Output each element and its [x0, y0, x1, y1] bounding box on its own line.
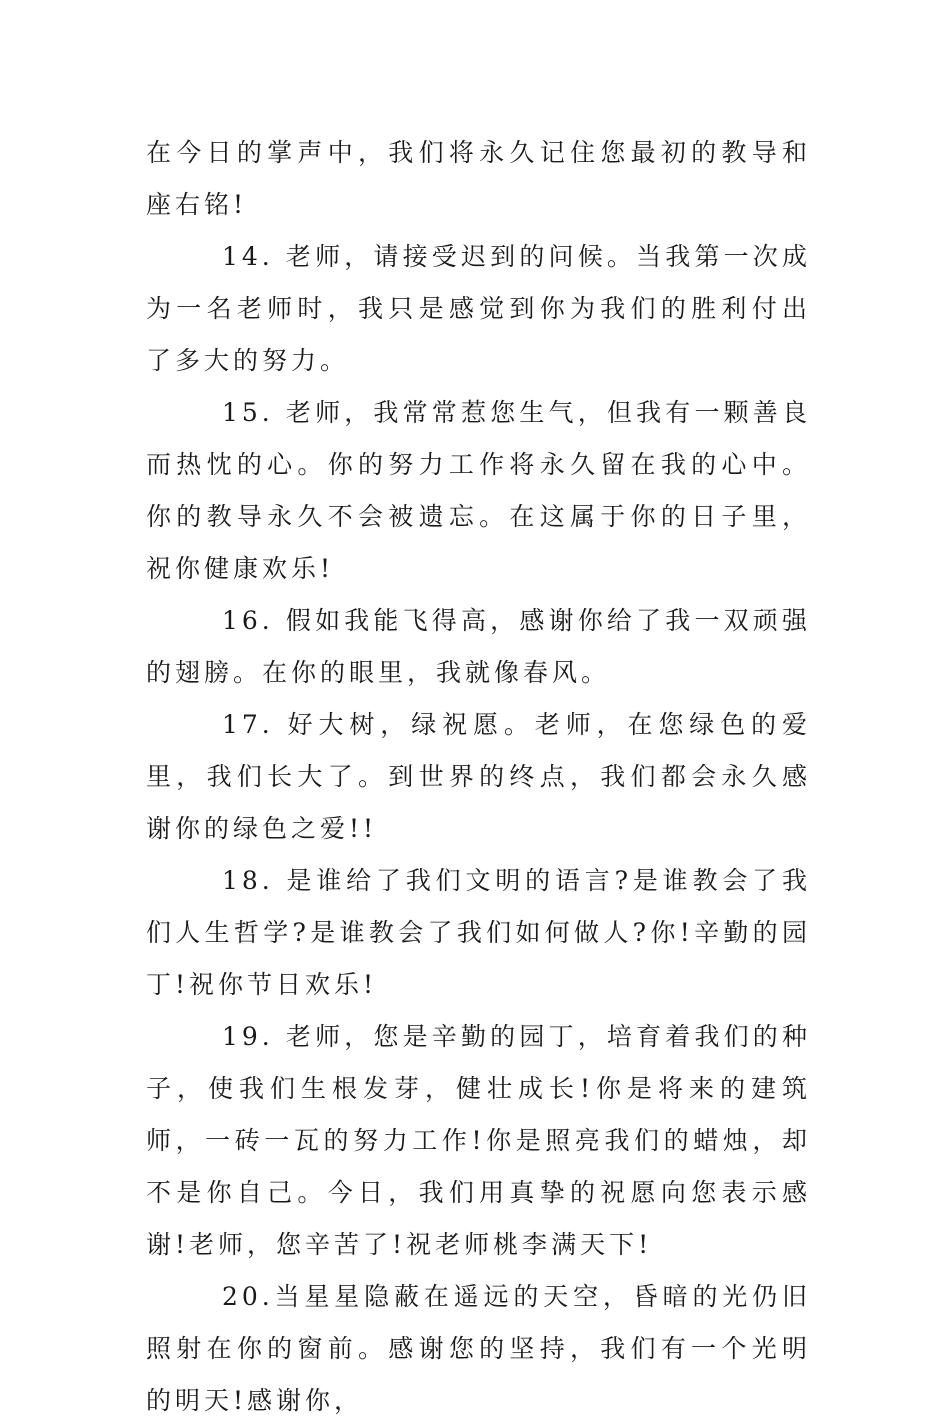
paragraph-14: 14. 老师，请接受迟到的问候。当我第一次成为一名老师时，我只是感觉到你为我们的胜利付出了多大的努力。: [146, 242, 811, 375]
paragraph-15: 15. 老师，我常常惹您生气，但我有一颗善良而热忱的心。你的努力工作将永久留在我的心中。你的教导永久不会被遗忘。在这属于你的日子里，祝你健康欢乐!: [146, 398, 811, 583]
paragraph-20: 20.当星星隐蔽在遥远的天空，昏暗的光仍旧照射在你的窗前。感谢您的坚持，我们有一个光明的明天!感谢你，: [146, 1282, 811, 1415]
paragraph-continuation: 在今日的掌声中，我们将永久记住您最初的教导和座右铭!: [146, 138, 811, 219]
paragraph-19: 19. 老师，您是辛勤的园丁，培育着我们的种子，使我们生根发芽，健壮成长!你是将来的建筑师，一砖一瓦的努力工作!你是照亮我们的蜡烛，却不是你自己。今日，我们用真挚的祝愿向您表示感谢!老师，您辛苦了!祝老师桃李满天下!: [146, 1022, 811, 1259]
paragraph-18: 18. 是谁给了我们文明的语言?是谁教会了我们人生哲学?是谁教会了我们如何做人?你!辛勤的园丁!祝你节日欢乐!: [146, 866, 811, 999]
paragraph-16: 16. 假如我能飞得高，感谢你给了我一双顽强的翅膀。在你的眼里，我就像春风。: [146, 606, 811, 687]
document-body: [146, 127, 811, 1427]
paragraph-17: 17. 好大树，绿祝愿。老师，在您绿色的爱里，我们长大了。到世界的终点，我们都会永久感谢你的绿色之爱!!: [146, 710, 811, 843]
